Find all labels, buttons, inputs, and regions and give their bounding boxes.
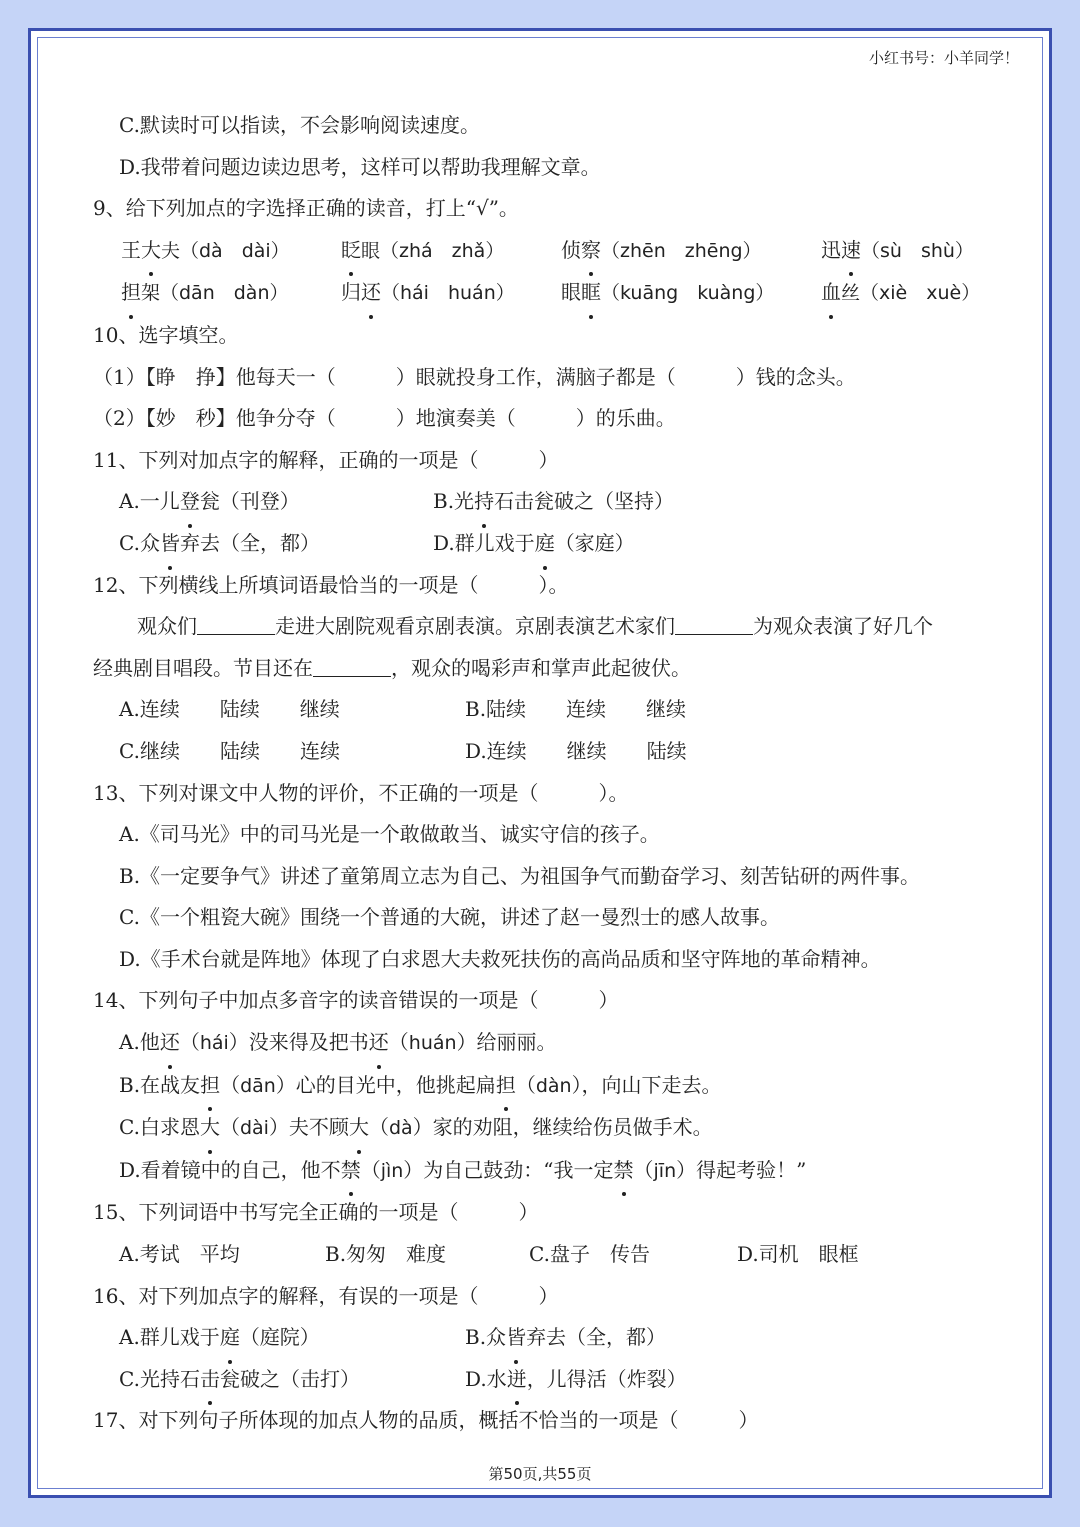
q12-text: 观众们: [137, 614, 197, 639]
q9-prompt: 9、给下列加点的字选择正确的读音，打上“√”。: [93, 196, 519, 221]
q11-option-b: B.光持石击瓮破之（坚持）: [433, 481, 674, 523]
q13-option-d: D.《手术台就是阵地》体现了白求恩大夫救死扶伤的高尚品质和坚守阵地的革命精神。: [119, 946, 881, 971]
q12-option-c: C.继续 陆续 连续: [119, 738, 340, 763]
q12-option-a: A.连续 陆续 继续: [119, 697, 340, 722]
worksheet-content: [93, 105, 1013, 1442]
q9-pinyin-row-2: [93, 272, 1013, 315]
q11-options-row-2: [93, 523, 1013, 565]
q17-prompt: 17、对下列句子所体现的加点人物的品质，概括不恰当的一项是（ ）: [93, 1408, 759, 1433]
q12-text: 走进大剧院观看京剧表演。京剧表演艺术家们: [275, 614, 675, 639]
q10-prompt: 10、选字填空。: [93, 322, 239, 347]
q8-option-c: C.默读时可以指读，不会影响阅读速度。: [119, 113, 480, 137]
q14-option-c: C.白求恩大（dài）夫不顾大（dà）家的劝阻，继续给伤员做手术。: [93, 1107, 1013, 1150]
fill-blank: [675, 614, 753, 635]
page-frame: [28, 28, 1052, 1498]
q14-option-a: A.他还（hái）没来得及把书还（huán）给丽丽。: [93, 1022, 1013, 1065]
q11-prompt: 11、下列对加点字的解释，正确的一项是（ ）: [93, 447, 559, 472]
q13-option-b: B.《一定要争气》讲述了童第周立志为自己、为祖国争气而勤奋学习、刻苦钻研的两件事。: [119, 863, 921, 888]
q15-option-c: C.盘子 传告: [529, 1242, 650, 1267]
q9-item: 眼眶（kuāng kuàng）: [561, 272, 821, 315]
q12-option-d: D.连续 继续 陆续: [465, 738, 687, 763]
q16-option-d: D.水迸，儿得活（炸裂）: [465, 1359, 687, 1401]
q16-option-b: B.众皆弃去（全，都）: [465, 1317, 666, 1359]
q13-prompt: 13、下列对课文中人物的评价，不正确的一项是（ ）。: [93, 780, 629, 805]
q12-text: 为观众表演了好几个: [753, 614, 933, 639]
watermark-text: 小红书号：小羊同学！: [868, 49, 1019, 67]
q16-prompt: 16、对下列加点字的解释，有误的一项是（ ）: [93, 1283, 559, 1308]
q13-option-c: C.《一个粗瓷大碗》围绕一个普通的大碗，讲述了赵一曼烈士的感人故事。: [119, 905, 780, 930]
q8-option-d: D.我带着问题边读边思考，这样可以帮助我理解文章。: [119, 154, 601, 179]
q11-options-row-1: [93, 481, 1013, 523]
q14-prompt: 14、下列句子中加点多音字的读音错误的一项是（ ）: [93, 988, 619, 1013]
q9-item: 侦察（zhēn zhēng）: [561, 230, 821, 273]
q12-options-row-1: [93, 689, 1013, 731]
q9-pinyin-row-1: [93, 230, 1013, 273]
q14-option-d: D.看着镜中的自己，他不禁（jìn）为自己鼓劲：“我一定禁（jīn）得起考验！”: [93, 1150, 1013, 1193]
q12-text: ，观众的喝彩声和掌声此起彼伏。: [391, 655, 691, 680]
q15-option-d: D.司机 眼框: [737, 1242, 859, 1267]
q15-options: [93, 1234, 1013, 1276]
q9-item: 迅速（sù shù）: [821, 230, 974, 273]
q9-item: 血丝（xiè xuè）: [821, 272, 980, 315]
q15-option-b: B.匆匆 难度: [325, 1242, 447, 1267]
fill-blank: [313, 656, 391, 677]
q11-option-a: A.一儿登瓮（刊登）: [119, 481, 433, 523]
q12-text: 经典剧目唱段。节目还在: [93, 655, 313, 680]
q15-option-a: A.考试 平均: [119, 1242, 240, 1267]
page-number: 第50页,共55页: [488, 1465, 592, 1483]
q13-option-a: A.《司马光》中的司马光是一个敢做敢当、诚实守信的孩子。: [119, 822, 660, 847]
q11-option-c: C.众皆弃去（全，都）: [119, 523, 433, 565]
q16-options-row-1: [93, 1317, 1013, 1359]
q15-prompt: 15、下列词语中书写完全正确的一项是（ ）: [93, 1200, 539, 1225]
q12-passage-line-1: [93, 606, 1013, 648]
q10-item-1: （1）【睁 挣】他每天一（ ）眼就投身工作，满脑子都是（ ）钱的念头。: [93, 364, 856, 389]
q9-item: 王大夫（dà dài）: [121, 230, 341, 273]
q12-prompt: 12、下列横线上所填词语最恰当的一项是（ ）。: [93, 572, 569, 597]
q10-item-2: （2）【妙 秒】他争分夺（ ）地演奏美（ ）的乐曲。: [93, 406, 676, 431]
q9-item: 眨眼（zhá zhǎ）: [341, 230, 561, 273]
q16-option-a: A.群儿戏于庭（庭院）: [119, 1317, 465, 1359]
q12-option-b: B.陆续 连续 继续: [465, 697, 687, 722]
q16-options-row-2: [93, 1359, 1013, 1401]
q9-item: 归还（hái huán）: [341, 272, 561, 315]
q12-options-row-2: [93, 731, 1013, 773]
fill-blank: [197, 614, 275, 635]
q12-passage-line-2: [93, 648, 1013, 690]
q16-option-c: C.光持石击瓮破之（击打）: [119, 1359, 465, 1401]
q9-item: 担架（dān dàn）: [121, 272, 341, 315]
q11-option-d: D.群儿戏于庭（家庭）: [433, 523, 635, 565]
q14-option-b: B.在战友担（dān）心的目光中，他挑起扁担（dàn），向山下走去。: [93, 1065, 1013, 1108]
